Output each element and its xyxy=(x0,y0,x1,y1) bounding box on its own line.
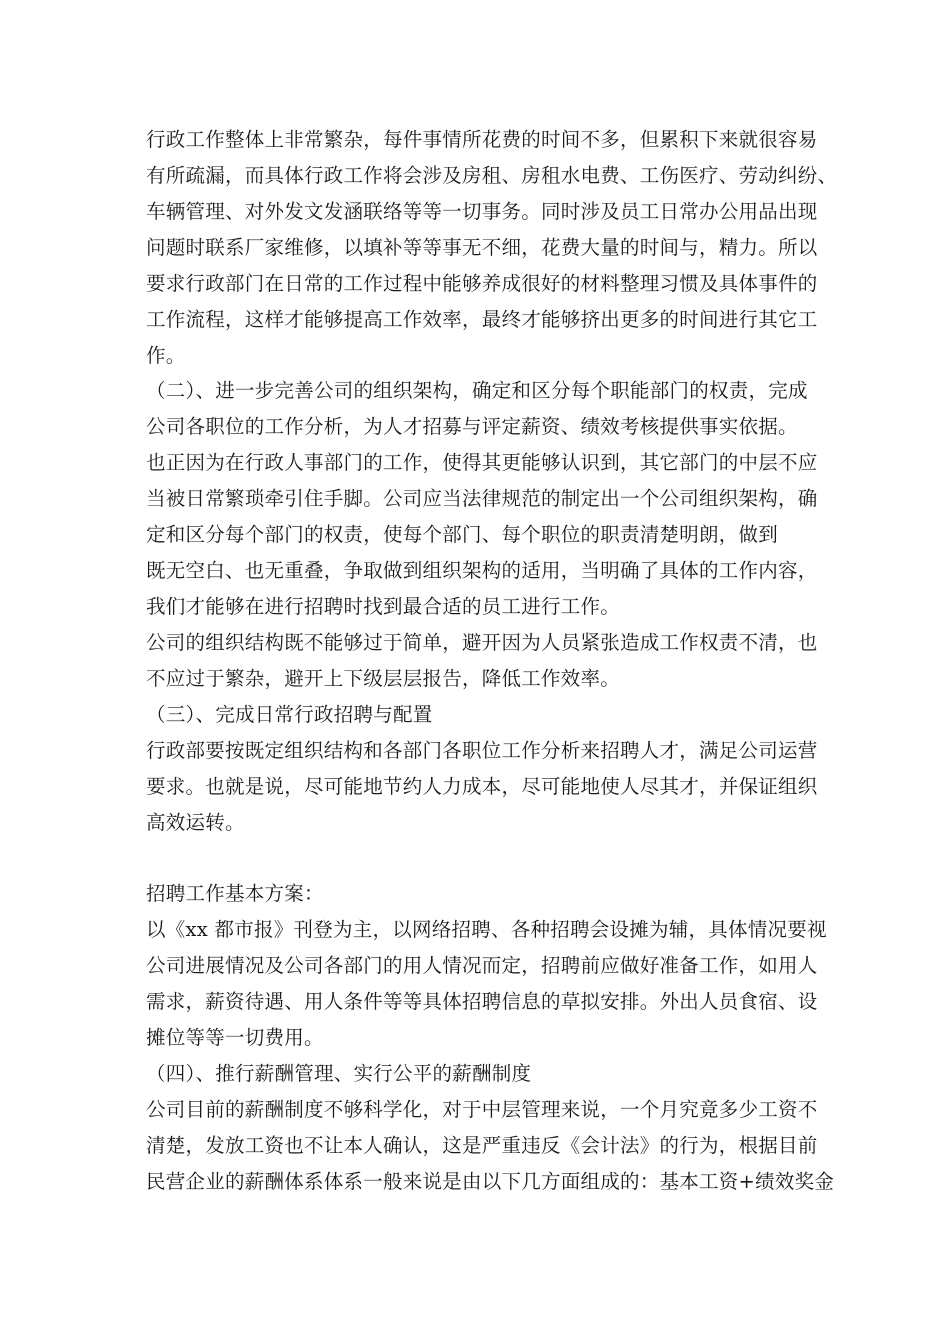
text-line: 行政工作整体上非常繁杂，每件事情所花费的时间不多，但累积下来就很容易 xyxy=(146,128,818,151)
text-line: 车辆管理、对外发文发涵联络等等一切事务。同时涉及员工日常办公用品出现 xyxy=(146,200,818,223)
section-heading: （三）、完成日常行政招聘与配置 xyxy=(146,703,433,726)
text-line: 也正因为在行政人事部门的工作，使得其更能够认识到，其它部门的中层不应 xyxy=(146,451,818,474)
text-line: 定和区分每个部门的权责，使每个部门、每个职位的职责清楚明朗，做到 xyxy=(146,523,779,546)
text-line: 高效运转。 xyxy=(146,811,245,834)
text-line: 行政部要按既定组织结构和各部门各职位工作分析来招聘人才，满足公司运营 xyxy=(146,739,818,762)
text-line: 公司进展情况及公司各部门的用人情况而定，招聘前应做好准备工作，如用人 xyxy=(146,954,818,977)
section-heading: （四）、推行薪酬管理、实行公平的薪酬制度 xyxy=(146,1062,532,1085)
text-line: 公司各职位的工作分析，为人才招募与评定薪资、绩效考核提供事实依据。 xyxy=(146,415,798,438)
text-line: 既无空白、也无重叠，争取做到组织架构的适用，当明确了具体的工作内容， xyxy=(146,559,818,582)
text-line: 不应过于繁杂，避开上下级层层报告，降低工作效率。 xyxy=(146,667,621,690)
text-line: 摊位等等一切费用。 xyxy=(146,1026,324,1049)
text-line: 作。 xyxy=(146,344,186,367)
section-heading: （二）、进一步完善公司的组织架构，确定和区分每个职能部门的权责，完成 xyxy=(146,379,808,402)
text-line: 有所疏漏，而具体行政工作将会涉及房租、房租水电费、工伤医疗、劳动纠纷、 xyxy=(146,164,838,187)
text-line: 要求。也就是说，尽可能地节约人力成本，尽可能地使人尽其才，并保证组织 xyxy=(146,775,818,798)
text-line: 工作流程，这样才能够提高工作效率，最终才能够挤出更多的时间进行其它工 xyxy=(146,308,818,331)
text-line: 需求，薪资待遇、用人条件等等具体招聘信息的草拟安排。外出人员食宿、设 xyxy=(146,990,818,1013)
text-line: 民营企业的薪酬体系体系一般来说是由以下几方面组成的：基本工资+绩效奖金 xyxy=(146,1170,835,1193)
text-line: 公司目前的薪酬制度不够科学化，对于中层管理来说，一个月究竟多少工资不 xyxy=(146,1098,818,1121)
sub-heading: 招聘工作基本方案： xyxy=(146,882,324,905)
text-line: 以《xx 都市报》刊登为主，以网络招聘、各种招聘会设摊为辅，具体情况要视 xyxy=(146,918,827,941)
text-line: 要求行政部门在日常的工作过程中能够养成很好的材料整理习惯及具体事件的 xyxy=(146,272,818,295)
text-line: 问题时联系厂家维修，以填补等等事无不细，花费大量的时间与，精力。所以 xyxy=(146,236,818,259)
text-line: 当被日常繁琐牵引住手脚。公司应当法律规范的制定出一个公司组织架构，确 xyxy=(146,487,818,510)
text-line: 公司的组织结构既不能够过于简单，避开因为人员紧张造成工作权责不清，也 xyxy=(146,631,818,654)
text-line: 我们才能够在进行招聘时找到最合适的员工进行工作。 xyxy=(146,595,621,618)
text-line: 清楚，发放工资也不让本人确认，这是严重违反《会计法》的行为，根据目前 xyxy=(146,1134,818,1157)
